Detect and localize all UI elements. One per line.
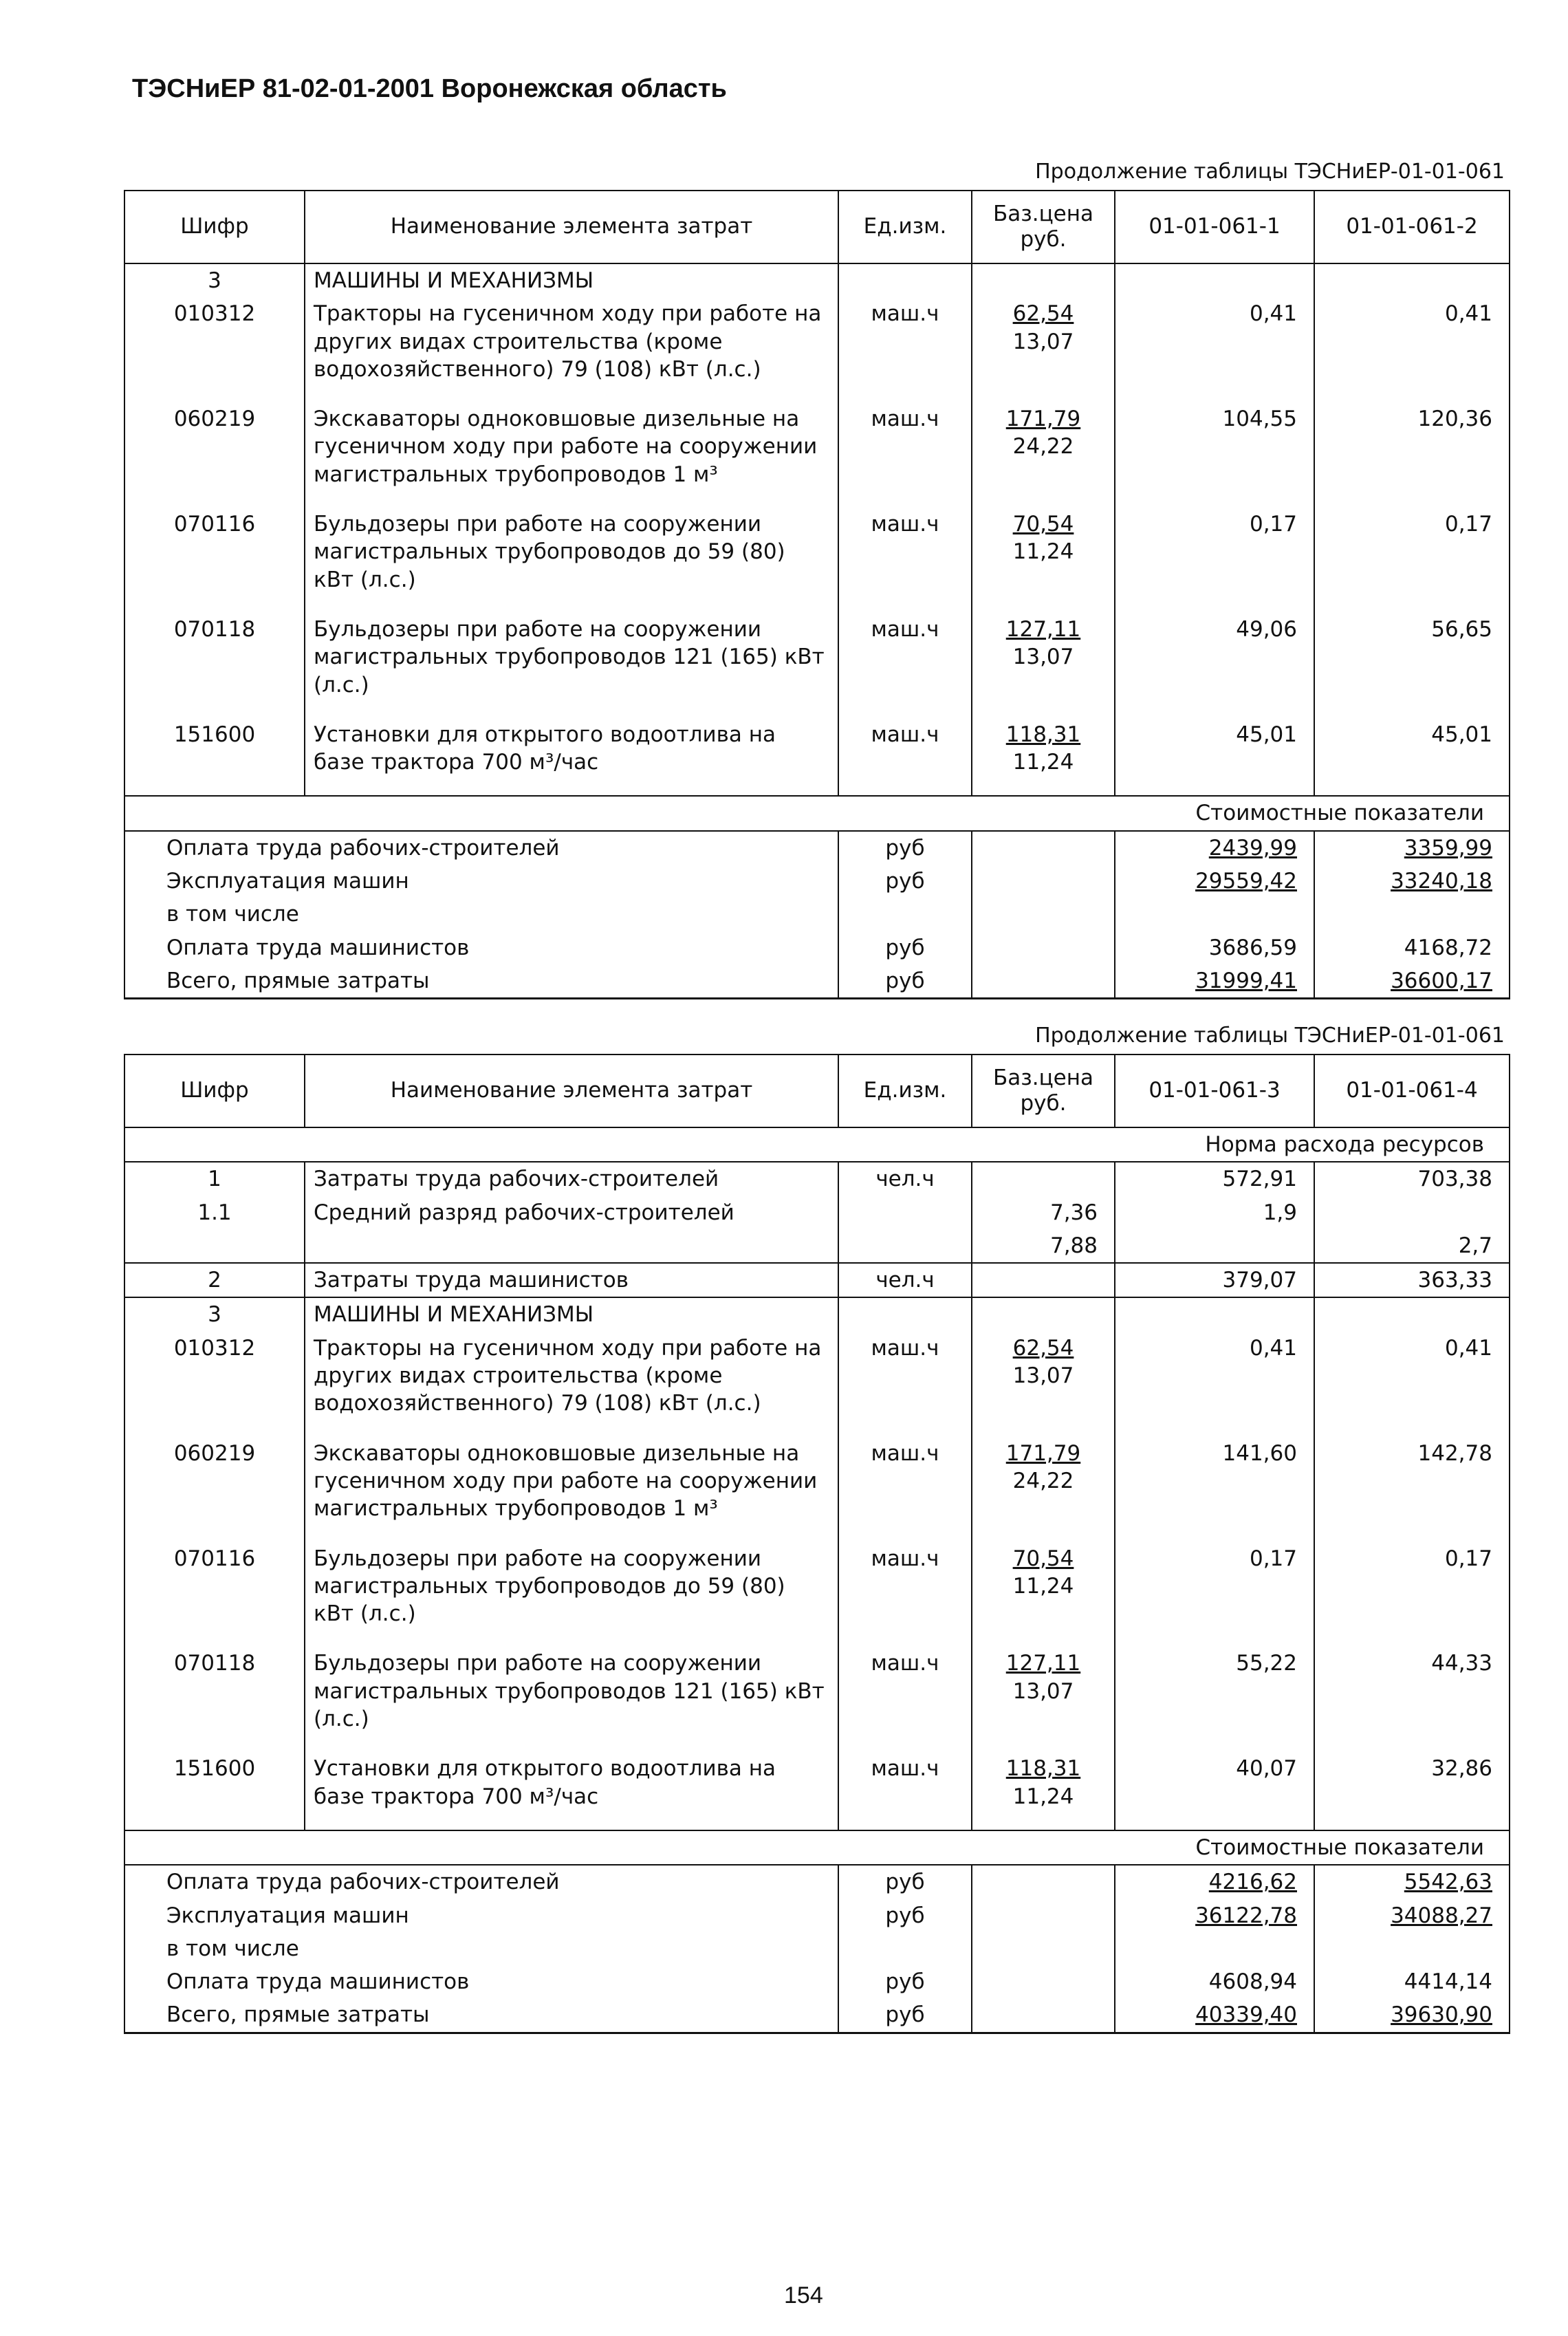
table-row <box>124 1229 1510 1263</box>
row-value-2: 2,7 <box>1314 1229 1510 1263</box>
row-value-2: 0,17 <box>1314 508 1510 613</box>
table-row <box>124 402 1510 508</box>
row-name: Бульдозеры при работе на сооружении магистральных трубопроводов до 59 (80) кВт (л.с.) <box>305 1542 838 1647</box>
summary-price <box>972 1865 1115 1899</box>
summary-value-2: 39630,90 <box>1314 1998 1510 2033</box>
row-code <box>124 1229 305 1263</box>
base-price: 70,54 <box>1012 1546 1074 1571</box>
row-code: 070116 <box>124 1542 305 1647</box>
norm-section-header-label: Норма расхода ресурсов <box>124 1127 1510 1162</box>
wage-price: 24,22 <box>1012 1468 1074 1493</box>
row-code: 010312 <box>124 1332 305 1437</box>
row-unit: маш.ч <box>838 613 972 718</box>
table-row <box>124 1263 1510 1297</box>
row-code: 1.1 <box>124 1196 305 1229</box>
row-price: 7,36 <box>972 1196 1115 1229</box>
summary-value-1: 36122,78 <box>1115 1899 1314 1932</box>
row-name: Установки для открытого водоотлива на базе трактора 700 м³/час <box>305 718 838 797</box>
summary-value-1: 4608,94 <box>1115 1965 1314 1998</box>
table-row <box>124 1542 1510 1647</box>
summary-price <box>972 898 1115 931</box>
table-row <box>124 1647 1510 1752</box>
base-price: 70,54 <box>1012 512 1074 537</box>
cost-section-header-label: Стоимостные показатели <box>124 796 1510 830</box>
row-unit: маш.ч <box>838 402 972 508</box>
summary-unit <box>838 898 972 931</box>
row-price <box>972 1332 1115 1437</box>
wage-price: 13,07 <box>1012 1363 1074 1389</box>
row-name: Установки для открытого водоотлива на базе трактора 700 м³/час <box>305 1752 838 1830</box>
wage-price: 13,07 <box>1012 329 1074 354</box>
row-price <box>972 1752 1115 1830</box>
row-name: Бульдозеры при работе на сооружении магистральных трубопроводов 121 (165) кВт (л.с.) <box>305 613 838 718</box>
summary-label: Оплата труда рабочих-строителей <box>124 1865 838 1899</box>
summary-value-1: 29559,42 <box>1115 865 1314 898</box>
col-header-price: Баз.цена руб. <box>972 191 1115 263</box>
summary-row <box>124 898 1510 931</box>
row-value-2: 0,41 <box>1314 297 1510 402</box>
summary-unit: руб <box>838 1998 972 2033</box>
row-value-1: 0,17 <box>1115 1542 1314 1647</box>
table-row <box>124 718 1510 797</box>
row-value-1: 1,9 <box>1115 1196 1314 1229</box>
table-row <box>124 508 1510 613</box>
summary-label: Всего, прямые затраты <box>124 1998 838 2033</box>
row-value-1: 104,55 <box>1115 402 1314 508</box>
summary-value-2 <box>1314 1932 1510 1965</box>
row-name: Бульдозеры при работе на сооружении магистральных трубопроводов 121 (165) кВт (л.с.) <box>305 1647 838 1752</box>
base-price: 62,54 <box>1012 1335 1074 1361</box>
row-value-2: 363,33 <box>1314 1263 1510 1297</box>
page-title: ТЭСНиЕР 81-02-01-2001 Воронежская область <box>132 74 727 103</box>
summary-unit: руб <box>838 1965 972 1998</box>
row-name: Затраты труда рабочих-строителей <box>305 1162 838 1196</box>
summary-value-2: 34088,27 <box>1314 1899 1510 1932</box>
cost-section-header-label: Стоимостные показатели <box>124 1830 1510 1865</box>
summary-value-1: 3686,59 <box>1115 931 1314 964</box>
row-name: Бульдозеры при работе на сооружении магистральных трубопроводов до 59 (80) кВт (л.с.) <box>305 508 838 613</box>
row-value-2: 703,38 <box>1314 1162 1510 1196</box>
row-unit: маш.ч <box>838 1542 972 1647</box>
summary-label: в том числе <box>124 1932 838 1965</box>
row-unit: маш.ч <box>838 508 972 613</box>
summary-label: Оплата труда рабочих-строителей <box>124 831 838 865</box>
summary-row <box>124 1899 1510 1932</box>
summary-price <box>972 964 1115 999</box>
row-value-2: 142,78 <box>1314 1437 1510 1542</box>
table-row <box>124 1752 1510 1830</box>
summary-value-2: 5542,63 <box>1314 1865 1510 1899</box>
summary-unit: руб <box>838 931 972 964</box>
cost-section-header <box>124 1830 1510 1865</box>
summary-value-1: 31999,41 <box>1115 964 1314 999</box>
row-value-2: 56,65 <box>1314 613 1510 718</box>
page-number: 154 <box>784 2282 823 2308</box>
empty-cell <box>838 1297 972 1331</box>
row-name: Тракторы на гусеничном ходу при работе на других видах строительства (кроме водохозяйственного) 79 (108) кВт (л.с.) <box>305 297 838 402</box>
empty-cell <box>972 1297 1115 1331</box>
row-code: 151600 <box>124 1752 305 1830</box>
summary-price <box>972 1998 1115 2033</box>
row-code: 060219 <box>124 402 305 508</box>
cost-section-header <box>124 796 1510 830</box>
summary-unit: руб <box>838 1865 972 1899</box>
base-price: 171,79 <box>1005 407 1081 432</box>
summary-row <box>124 931 1510 964</box>
norm-section-header <box>124 1127 1510 1162</box>
cost-table-2 <box>124 1054 1510 2034</box>
row-value-2 <box>1314 1196 1510 1229</box>
summary-unit: руб <box>838 1899 972 1932</box>
cost-table-1 <box>124 190 1510 999</box>
row-code: 070118 <box>124 1647 305 1752</box>
col-header-price: Баз.цена руб. <box>972 1055 1115 1127</box>
table-row <box>124 1162 1510 1196</box>
row-code: 151600 <box>124 718 305 797</box>
summary-price <box>972 1965 1115 1998</box>
col-header-name: Наименование элемента затрат <box>305 1055 838 1127</box>
col-header-code: Шифр <box>124 1055 305 1127</box>
row-unit: маш.ч <box>838 1332 972 1437</box>
summary-label: Всего, прямые затраты <box>124 964 838 999</box>
summary-price <box>972 1932 1115 1965</box>
row-value-1: 55,22 <box>1115 1647 1314 1752</box>
row-value-1: 45,01 <box>1115 718 1314 797</box>
summary-unit <box>838 1932 972 1965</box>
row-price <box>972 1647 1115 1752</box>
summary-row <box>124 865 1510 898</box>
row-price <box>972 508 1115 613</box>
row-value-1: 49,06 <box>1115 613 1314 718</box>
row-value-2: 120,36 <box>1314 402 1510 508</box>
section-title: МАШИНЫ И МЕХАНИЗМЫ <box>305 1297 838 1331</box>
summary-unit: руб <box>838 964 972 999</box>
summary-price <box>972 865 1115 898</box>
base-price: 118,31 <box>1005 722 1081 747</box>
row-value-1: 40,07 <box>1115 1752 1314 1830</box>
row-price <box>972 613 1115 718</box>
summary-label: в том числе <box>124 898 838 931</box>
summary-unit: руб <box>838 865 972 898</box>
wage-price: 13,07 <box>1012 1678 1074 1704</box>
col-header-name: Наименование элемента затрат <box>305 191 838 263</box>
summary-value-1: 4216,62 <box>1115 1865 1314 1899</box>
row-price <box>972 1542 1115 1647</box>
row-code: 070118 <box>124 613 305 718</box>
row-value-2: 44,33 <box>1314 1647 1510 1752</box>
row-value-2: 32,86 <box>1314 1752 1510 1830</box>
summary-value-1: 2439,99 <box>1115 831 1314 865</box>
table-header-row <box>124 191 1510 263</box>
summary-value-2: 4168,72 <box>1314 931 1510 964</box>
summary-value-1 <box>1115 898 1314 931</box>
summary-unit: руб <box>838 831 972 865</box>
row-price: 7,88 <box>972 1229 1115 1263</box>
row-name: Средний разряд рабочих-строителей <box>305 1196 838 1229</box>
summary-value-1 <box>1115 1932 1314 1965</box>
row-price <box>972 1437 1115 1542</box>
summary-row <box>124 1965 1510 1998</box>
row-unit: маш.ч <box>838 1647 972 1752</box>
table-row <box>124 613 1510 718</box>
section-row <box>124 263 1510 297</box>
summary-value-2: 4414,14 <box>1314 1965 1510 1998</box>
row-unit: маш.ч <box>838 1437 972 1542</box>
row-unit: чел.ч <box>838 1162 972 1196</box>
summary-value-2 <box>1314 898 1510 931</box>
row-name: Затраты труда машинистов <box>305 1263 838 1297</box>
base-price: 171,79 <box>1005 1440 1081 1466</box>
wage-price: 13,07 <box>1012 645 1074 670</box>
row-code: 1 <box>124 1162 305 1196</box>
summary-price <box>972 931 1115 964</box>
table-row <box>124 1332 1510 1437</box>
row-name: Тракторы на гусеничном ходу при работе на других видах строительства (кроме водохозяйственного) 79 (108) кВт (л.с.) <box>305 1332 838 1437</box>
section-row <box>124 1297 1510 1331</box>
table-row <box>124 297 1510 402</box>
row-value-1: 0,41 <box>1115 297 1314 402</box>
row-value-2: 0,17 <box>1314 1542 1510 1647</box>
row-unit: маш.ч <box>838 1752 972 1830</box>
row-code: 070116 <box>124 508 305 613</box>
col-header-unit: Ед.изм. <box>838 1055 972 1127</box>
row-unit <box>838 1196 972 1229</box>
row-code: 2 <box>124 1263 305 1297</box>
row-price <box>972 1263 1115 1297</box>
row-price <box>972 1162 1115 1196</box>
summary-row <box>124 831 1510 865</box>
row-unit: маш.ч <box>838 718 972 797</box>
row-value-1: 141,60 <box>1115 1437 1314 1542</box>
base-price: 62,54 <box>1012 301 1074 327</box>
empty-cell <box>1115 1297 1314 1331</box>
summary-value-1: 40339,40 <box>1115 1998 1314 2033</box>
section-title: МАШИНЫ И МЕХАНИЗМЫ <box>305 263 838 297</box>
row-code: 010312 <box>124 297 305 402</box>
table-header-row <box>124 1055 1510 1127</box>
table-row <box>124 1437 1510 1542</box>
summary-value-2: 36600,17 <box>1314 964 1510 999</box>
summary-label: Эксплуатация машин <box>124 1899 838 1932</box>
base-price: 127,11 <box>1005 1651 1081 1676</box>
table-row <box>124 1196 1510 1229</box>
summary-row <box>124 964 1510 999</box>
base-price: 118,31 <box>1005 1756 1081 1782</box>
col-header-variant-3: 01-01-061-3 <box>1115 1055 1314 1127</box>
wage-price: 11,24 <box>1012 539 1074 565</box>
row-name <box>305 1229 838 1263</box>
col-header-code: Шифр <box>124 191 305 263</box>
row-value-2: 45,01 <box>1314 718 1510 797</box>
wage-price: 24,22 <box>1012 434 1074 459</box>
summary-value-2: 3359,99 <box>1314 831 1510 865</box>
table-continuation-note: Продолжение таблицы ТЭСНиЕР-01-01-061 <box>1035 1024 1505 1048</box>
row-price <box>972 297 1115 402</box>
summary-price <box>972 1899 1115 1932</box>
row-price <box>972 718 1115 797</box>
summary-label: Оплата труда машинистов <box>124 931 838 964</box>
row-unit: чел.ч <box>838 1263 972 1297</box>
summary-row <box>124 1932 1510 1965</box>
summary-label: Оплата труда машинистов <box>124 1965 838 1998</box>
row-value-1: 0,17 <box>1115 508 1314 613</box>
base-price: 127,11 <box>1005 616 1081 642</box>
col-header-variant-4: 01-01-061-4 <box>1314 1055 1510 1127</box>
section-code: 3 <box>124 1297 305 1331</box>
summary-value-2: 33240,18 <box>1314 865 1510 898</box>
row-code: 060219 <box>124 1437 305 1542</box>
row-value-2: 0,41 <box>1314 1332 1510 1437</box>
row-value-1 <box>1115 1229 1314 1263</box>
row-name: Экскаваторы одноковшовые дизельные на гусеничном ходу при работе на сооружении магистральных трубопроводов 1 м³ <box>305 1437 838 1542</box>
wage-price: 11,24 <box>1012 1573 1074 1599</box>
col-header-variant-1: 01-01-061-1 <box>1115 191 1314 263</box>
row-unit: маш.ч <box>838 297 972 402</box>
row-value-1: 379,07 <box>1115 1263 1314 1297</box>
row-price <box>972 402 1115 508</box>
row-name: Экскаваторы одноковшовые дизельные на гусеничном ходу при работе на сооружении магистральных трубопроводов 1 м³ <box>305 402 838 508</box>
table-continuation-note: Продолжение таблицы ТЭСНиЕР-01-01-061 <box>1035 160 1505 184</box>
summary-row <box>124 1998 1510 2033</box>
summary-row <box>124 1865 1510 1899</box>
row-unit <box>838 1229 972 1263</box>
empty-cell <box>1314 1297 1510 1331</box>
col-header-variant-2: 01-01-061-2 <box>1314 191 1510 263</box>
summary-label: Эксплуатация машин <box>124 865 838 898</box>
summary-price <box>972 831 1115 865</box>
wage-price: 11,24 <box>1012 750 1074 775</box>
col-header-unit: Ед.изм. <box>838 191 972 263</box>
section-code: 3 <box>124 263 305 297</box>
row-value-1: 572,91 <box>1115 1162 1314 1196</box>
row-value-1: 0,41 <box>1115 1332 1314 1437</box>
wage-price: 11,24 <box>1012 1784 1074 1809</box>
